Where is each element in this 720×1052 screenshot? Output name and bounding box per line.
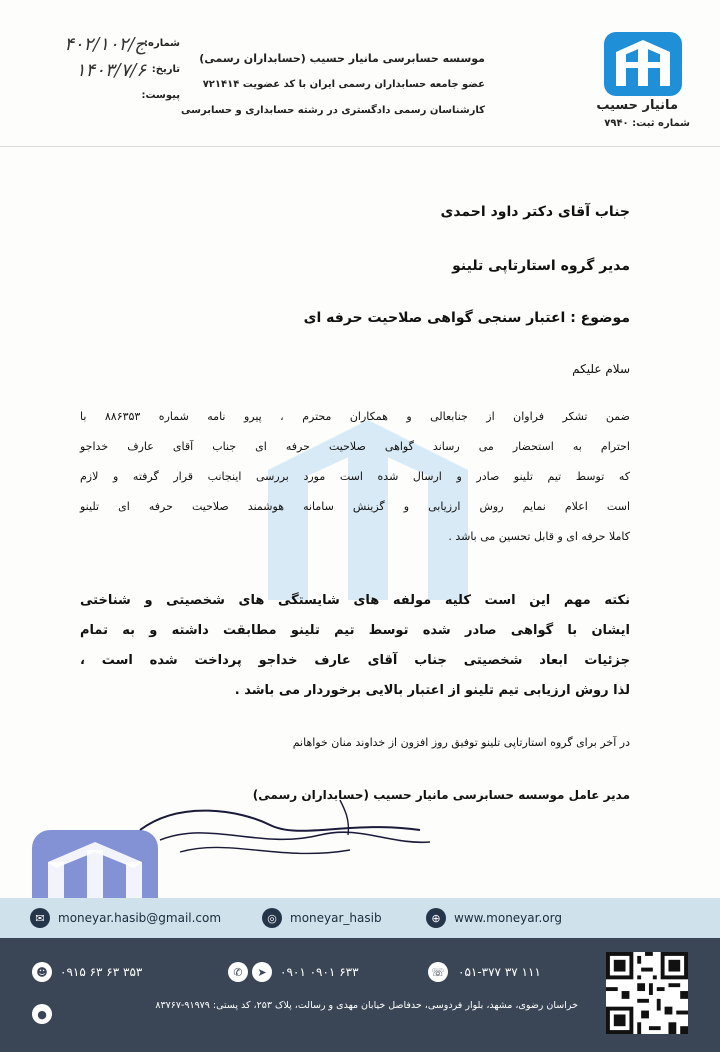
letterhead [0, 0, 720, 150]
website-text: www.moneyar.org [454, 911, 562, 925]
letter-subject: موضوع : اعتبار سنجی گواهی صلاحیت حرفه ای [303, 310, 630, 326]
recipient-name: جناب آقای دکتر داود احمدی [440, 204, 630, 220]
address-text: خراسان رضوی، مشهد، بلوار فردوسی، حدفاصل خیابان مهدی و رسالت، پلاک ۲۵۳، کد پستی: ۹۱۹۷۹-۸۳۷۶۷ [155, 1000, 578, 1011]
paragraph-line: است اعلام نمایم روش ارزیابی و گزینش سامانه هوشمند صلاحیت حرفه ای تلینو [80, 500, 630, 513]
globe-icon: ⊕ [426, 908, 446, 928]
number-label: شماره: [144, 38, 180, 49]
header-divider [0, 146, 720, 147]
person-icon: ☻ [32, 962, 52, 982]
paragraph-line: نکته مهم این است کلیه مولفه های شایستگی های شخصیتی و شناختی [80, 593, 630, 608]
location-icon: ● [32, 1004, 52, 1024]
paragraph-line: کاملا حرفه ای و قابل تحسین می باشد . [448, 530, 630, 543]
instagram-icon: ◎ [262, 908, 282, 928]
telegram-icon: ➤ [252, 962, 272, 982]
number-row [20, 34, 180, 60]
phone-contact[interactable] [428, 962, 541, 982]
paragraph-line: که توسط تیم تلینو صادر و ارسال شده است مورد بررسی اینجانب قرار گرفته و لازم [80, 470, 630, 483]
registration-number: شماره ثبت: ۷۹۴۰ [604, 118, 690, 129]
whatsapp-text: ۰۹۰۱ ۰۹۰۱ ۶۳۳ [280, 965, 359, 979]
attachment-label: پیوست: [141, 90, 180, 101]
organization-info [181, 46, 485, 124]
envelope-icon: ✉ [30, 908, 50, 928]
paragraph-line: لذا روش ارزیابی تیم تلینو از اعتبار بالایی برخوردار می باشد . [234, 683, 630, 698]
letter-meta [20, 34, 180, 112]
contact-strip [0, 898, 720, 938]
phone-icon: ☏ [428, 962, 448, 982]
logo-name: مانیار حسیب [596, 98, 678, 113]
number-value: ۴۰۲/ج/۱۰۲ [64, 34, 146, 55]
greeting: سلام علیکم [572, 362, 630, 376]
whatsapp-contact[interactable] [228, 962, 359, 982]
mobile-contact[interactable] [32, 962, 142, 982]
paragraph-line: ضمن تشکر فراوان از جنابعالی و همکاران محترم ، پیرو نامه شماره ۸۸۶۳۵۳ با [80, 410, 630, 423]
recipient-role: مدیر گروه استارتاپی تلینو [452, 258, 630, 274]
paragraph-line: احترام به استحضار می رساند گواهی صلاحیت حرفه ای جناب آقای عارف خداجو [80, 440, 630, 453]
closing-line: در آخر برای گروه استارتاپی تلینو توفیق روز افزون از خداوند منان خواهانم [292, 736, 630, 749]
date-value: ۱۴۰۳/۷/۶ [75, 60, 146, 81]
company-logo-icon [604, 32, 682, 96]
mobile-text: ۰۹۱۵ ۶۳ ۶۳ ۳۵۳ [60, 965, 143, 979]
paragraph-1 [80, 402, 630, 552]
location-marker [32, 1004, 52, 1024]
phone-text: ۰۵۱-۳۷۷ ۳۷ ۱۱۱ [458, 965, 541, 979]
paragraph-line: جزئیات ابعاد شخصیتی جناب آقای عارف خداجو پرداخت شده است ، [80, 653, 630, 668]
signature-icon [120, 790, 440, 880]
signer-title: مدیر عامل موسسه حسابرسی مانیار حسیب (حسابداران رسمی) [252, 788, 630, 802]
email-contact[interactable] [30, 907, 221, 929]
org-title: موسسه حسابرسی مانیار حسیب (حسابداران رسمی) [199, 52, 485, 65]
org-membership: عضو جامعه حسابداران رسمی ایران با کد عضویت ۷۲۱۴۱۴ [202, 79, 485, 90]
org-expert: کارشناسان رسمی دادگستری در رشته حسابداری و حسابرسی [181, 105, 485, 116]
email-text: moneyar.hasib@gmail.com [58, 911, 222, 925]
website-contact[interactable] [426, 907, 562, 929]
paragraph-line: ایشان با گواهی صادر شده توسط تیم تلینو مطابقت داشته و به تمام [80, 623, 630, 638]
date-label: تاریخ: [151, 64, 180, 75]
paragraph-2 [80, 586, 630, 706]
date-row [20, 60, 180, 86]
instagram-contact[interactable] [262, 907, 382, 929]
qr-code-icon[interactable] [606, 952, 688, 1034]
attachment-row [20, 86, 180, 112]
instagram-text: moneyar_hasib [290, 911, 382, 925]
whatsapp-icon: ✆ [228, 962, 248, 982]
